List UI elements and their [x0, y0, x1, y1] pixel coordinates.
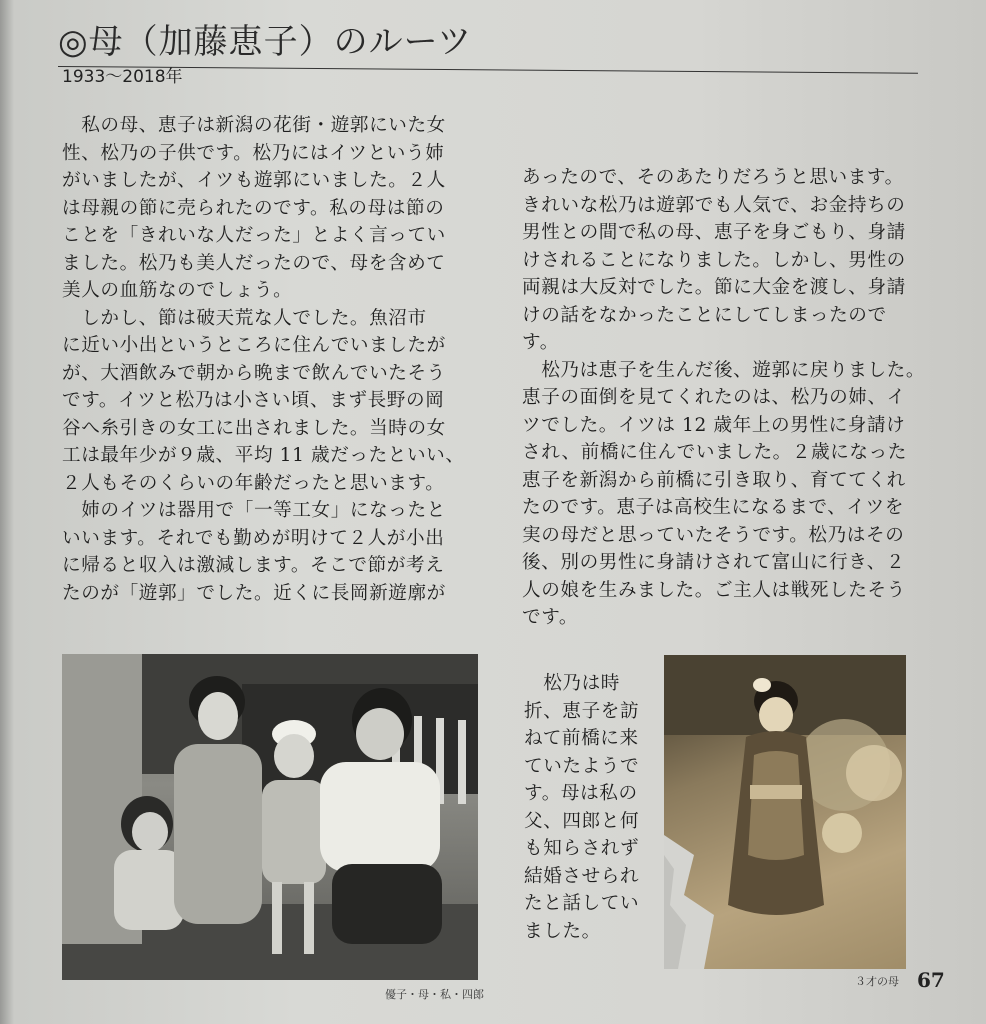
text-line: に帰ると収入は激減します。そこで節が考え [62, 555, 445, 576]
text-line: 姉のイツは器用で「一等工女」になったと [62, 500, 446, 521]
text-line: 結婚させられ [524, 865, 640, 887]
text-line: ました。松乃も美人だったので、母を含めて [62, 252, 446, 274]
page-number: 67 [917, 968, 945, 992]
text-line: 工は最年少が９歳、平均 11 歳だったといい、 [62, 445, 465, 466]
left-text-column [62, 112, 465, 607]
child-photo-caption: ３才の母 [855, 975, 899, 988]
text-line: ました。 [524, 920, 601, 942]
family-photo-illustration [62, 654, 478, 980]
text-line: 人の娘を生みました。ご主人は戦死したそう [522, 579, 906, 601]
family-photo-caption: 優子・母・私・四郎 [385, 988, 484, 1001]
text-line: しかし、節は破天荒な人でした。魚沼市 [62, 307, 427, 329]
page-title: ◎母（加藤恵子）のルーツ [58, 22, 473, 62]
text-line: 実の母だと思っていたそうです。松乃はその [522, 524, 905, 546]
narrow-text-column [524, 670, 639, 945]
right-text-column [522, 164, 925, 632]
text-line: ツでした。イツは 12 歳年上の男性に身請け [522, 414, 906, 436]
text-line: 私の母、恵子は新潟の花街・遊郭にいた女 [62, 115, 446, 136]
text-line: ２人もそのくらいの年齢だったと思います。 [62, 472, 445, 494]
text-line: ていたようで [524, 755, 640, 777]
family-photo [62, 654, 478, 980]
text-line: けの話をなかったことにしてしまったので [522, 304, 887, 326]
child-photo-illustration [664, 655, 906, 969]
child-photo [664, 655, 906, 969]
text-line: ことを「きれいな人だった」とよく言ってい [62, 225, 446, 246]
text-line: あったので、そのあたりだろうと思います。 [522, 167, 904, 188]
text-line: です。 [522, 607, 579, 628]
text-line: 父、四郎と何 [524, 810, 640, 832]
text-line: 男性との間で私の母、恵子を身ごもり、身請 [522, 222, 906, 243]
text-line: 美人の血筋なのでしょう。 [62, 280, 293, 301]
text-line: 恵子の面倒を見てくれたのは、松乃の姉、イ [522, 387, 906, 408]
text-line: がいましたが、イツも遊郭にいました。２人 [62, 170, 446, 191]
text-line: 折、恵子を訪 [524, 700, 640, 722]
text-line: 両親は大反対でした。節に大金を渡し、身請 [522, 277, 906, 298]
text-line: たと話してい [524, 893, 640, 914]
text-line: 恵子を新潟から前橋に引き取り、育ててくれ [522, 469, 906, 491]
text-line: 後、別の男性に身請けされて富山に行き、２ [522, 552, 906, 573]
text-line: され、前橋に住んでいました。２歳になった [522, 442, 907, 463]
text-line: たのが「遊郭」でした。近くに長岡新遊廓が [62, 582, 446, 604]
text-line: 性、松乃の子供です。松乃にはイツという姉 [62, 142, 445, 164]
text-line: です。イツと松乃は小さい頃、まず長野の岡 [62, 390, 445, 411]
years-label: 1933～2018年 [62, 67, 183, 87]
text-line: す。母は私の [524, 783, 638, 804]
text-line: 松乃は恵子を生んだ後、遊郭に戻りました。 [522, 359, 926, 381]
text-line: 谷へ糸引きの女工に出されました。当時の女 [62, 417, 446, 439]
text-line: けされることになりました。しかし、男性の [522, 249, 906, 271]
text-line: ねて前橋に来 [524, 728, 639, 749]
text-line: 松乃は時 [524, 673, 620, 694]
text-line: が、大酒飲みで朝から晩まで飲んでいたそう [62, 362, 446, 384]
text-line: たのです。恵子は高校生になるまで、イツを [522, 497, 905, 518]
text-line: に近い小出というところに住んでいましたが [62, 335, 446, 356]
text-line: いいます。それでも勤めが明けて２人が小出 [62, 527, 445, 549]
page-binding-shadow [0, 0, 14, 1024]
text-line: す。 [522, 332, 559, 353]
text-line: も知らされず [524, 838, 640, 859]
text-line: きれいな松乃は遊郭でも人気で、お金持ちの [522, 194, 906, 216]
title-rule [58, 66, 918, 74]
text-line: は母親の節に売られたのです。私の母は節の [62, 197, 445, 219]
